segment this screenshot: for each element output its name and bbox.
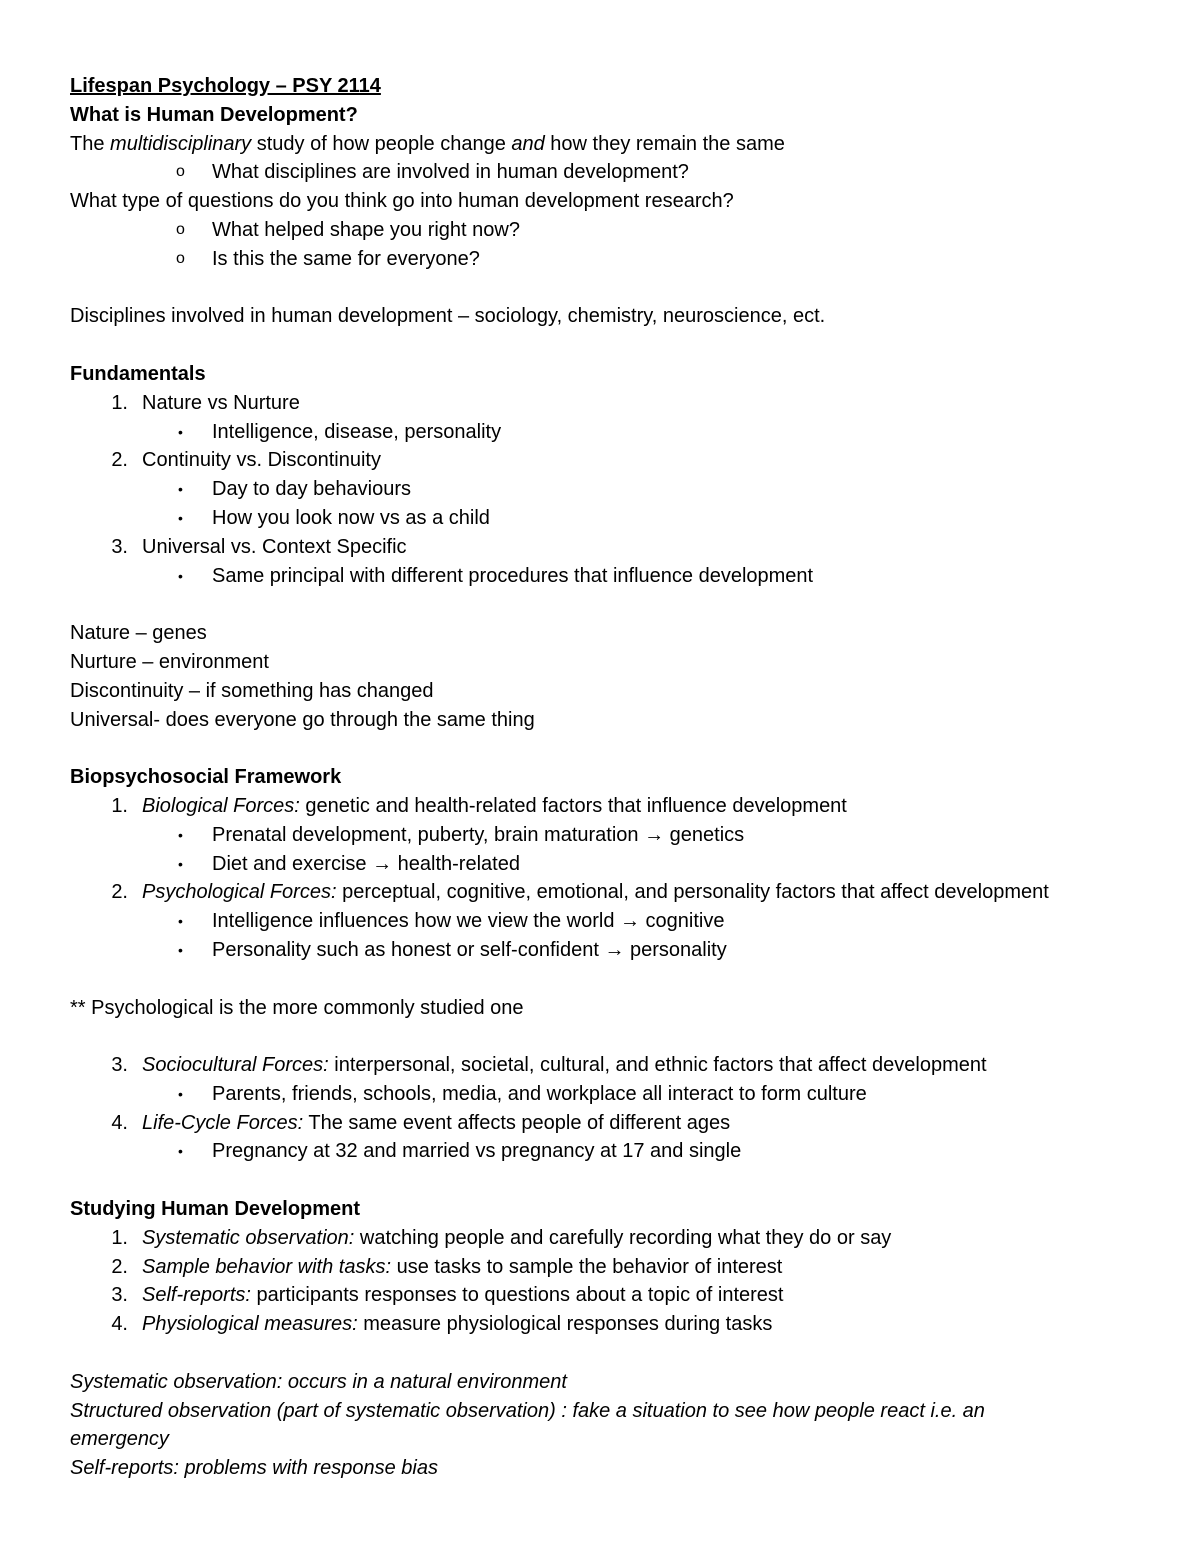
arrow-right-icon: → bbox=[620, 910, 640, 933]
definition-item: Universal- does everyone go through the same thing bbox=[70, 708, 535, 731]
question-line: What type of questions do you think go into human development research? bbox=[70, 190, 734, 213]
definition-item: Discontinuity – if something has changed bbox=[70, 679, 434, 702]
list-item: 4. Physiological measures: measure physiological responses during tasks bbox=[111, 1313, 773, 1336]
bullet-item: • Diet and exercise → health-related bbox=[70, 850, 1150, 879]
dot-bullet-icon: • bbox=[178, 509, 183, 526]
bullet-item: • Same principal with different procedures that influence development bbox=[70, 562, 1150, 591]
dot-bullet-icon: • bbox=[178, 913, 183, 930]
bullet-item: • Prenatal development, puberty, brain maturation → genetics bbox=[70, 821, 1150, 850]
studying-heading: Studying Human Development bbox=[70, 1198, 361, 1221]
bullet-item: • Personality such as honest or self-confident → personality bbox=[70, 936, 1150, 965]
dot-bullet-icon: • bbox=[178, 481, 183, 498]
dot-bullet-icon: • bbox=[178, 855, 183, 872]
list-item: 1. Nature vs Nurture bbox=[111, 391, 300, 414]
list-item: 3. Universal vs. Context Specific bbox=[111, 535, 407, 558]
fundamentals-heading: Fundamentals bbox=[70, 362, 206, 385]
sub-bullet: o What disciplines are involved in human development? bbox=[70, 158, 1150, 187]
arrow-right-icon: → bbox=[644, 823, 665, 846]
list-item: 2. Psychological Forces: perceptual, cognitive, emotional, and personality factors that affect development bbox=[111, 881, 1049, 904]
biopsychosocial-heading: Biopsychosocial Framework bbox=[70, 766, 342, 789]
document-page bbox=[70, 72, 1150, 1483]
bullet-item: • Intelligence influences how we view the world → cognitive bbox=[70, 907, 1150, 936]
definition-item: Nurture – environment bbox=[70, 650, 269, 673]
list-item: 3. Self-reports: participants responses to questions about a topic of interest bbox=[111, 1284, 784, 1307]
disciplines-line: Disciplines involved in human development – sociology, chemistry, neuroscience, ect. bbox=[70, 305, 826, 328]
dot-bullet-icon: • bbox=[178, 826, 183, 843]
bullet-item: • How you look now vs as a child bbox=[70, 504, 1150, 533]
list-item: 4. Life-Cycle Forces: The same event affects people of different ages bbox=[111, 1111, 731, 1134]
list-item: 2. Sample behavior with tasks: use tasks to sample the behavior of interest bbox=[111, 1255, 783, 1278]
arrow-right-icon: → bbox=[372, 852, 393, 875]
dot-bullet-icon: • bbox=[178, 423, 183, 440]
bullet-item: • Pregnancy at 32 and married vs pregnancy at 17 and single bbox=[70, 1137, 1150, 1166]
list-item: 1. Biological Forces: genetic and health-related factors that influence development bbox=[111, 794, 847, 817]
bullet-item: • Parents, friends, schools, media, and workplace all interact to form culture bbox=[70, 1080, 1150, 1109]
list-item: 2. Continuity vs. Discontinuity bbox=[111, 449, 381, 472]
italic-note: Self-reports: problems with response bias bbox=[70, 1457, 438, 1480]
dot-bullet-icon: • bbox=[178, 1143, 183, 1160]
bullet-item: • Intelligence, disease, personality bbox=[70, 418, 1150, 447]
sub-bullet: o What helped shape you right now? bbox=[70, 216, 1150, 245]
bullet-item: • Day to day behaviours bbox=[70, 475, 1150, 504]
list-item: 3. Sociocultural Forces: interpersonal, societal, cultural, and ethnic factors that affect development bbox=[111, 1054, 987, 1077]
question-heading: What is Human Development? bbox=[70, 103, 358, 126]
arrow-right-icon: → bbox=[604, 938, 625, 961]
document-title: Lifespan Psychology – PSY 2114 bbox=[70, 75, 381, 97]
list-item: 1. Systematic observation: watching people and carefully recording what they do or say bbox=[111, 1226, 892, 1249]
dot-bullet-icon: • bbox=[178, 1085, 183, 1102]
circle-bullet-icon: o bbox=[176, 249, 185, 267]
dot-bullet-icon: • bbox=[178, 941, 183, 958]
circle-bullet-icon: o bbox=[176, 220, 185, 238]
italic-note: emergency bbox=[70, 1428, 169, 1451]
italic-note: Systematic observation: occurs in a natural environment bbox=[70, 1370, 567, 1393]
circle-bullet-icon: o bbox=[176, 163, 185, 181]
note-line: ** Psychological is the more commonly studied one bbox=[70, 996, 524, 1019]
italic-note: Structured observation (part of systematic observation) : fake a situation to see how people react i.e. an bbox=[70, 1399, 985, 1422]
sub-bullet: o Is this the same for everyone? bbox=[70, 245, 1150, 274]
definition-line: The multidisciplinary study of how people change and how they remain the same bbox=[70, 132, 785, 155]
dot-bullet-icon: • bbox=[178, 567, 183, 584]
definition-item: Nature – genes bbox=[70, 622, 207, 645]
